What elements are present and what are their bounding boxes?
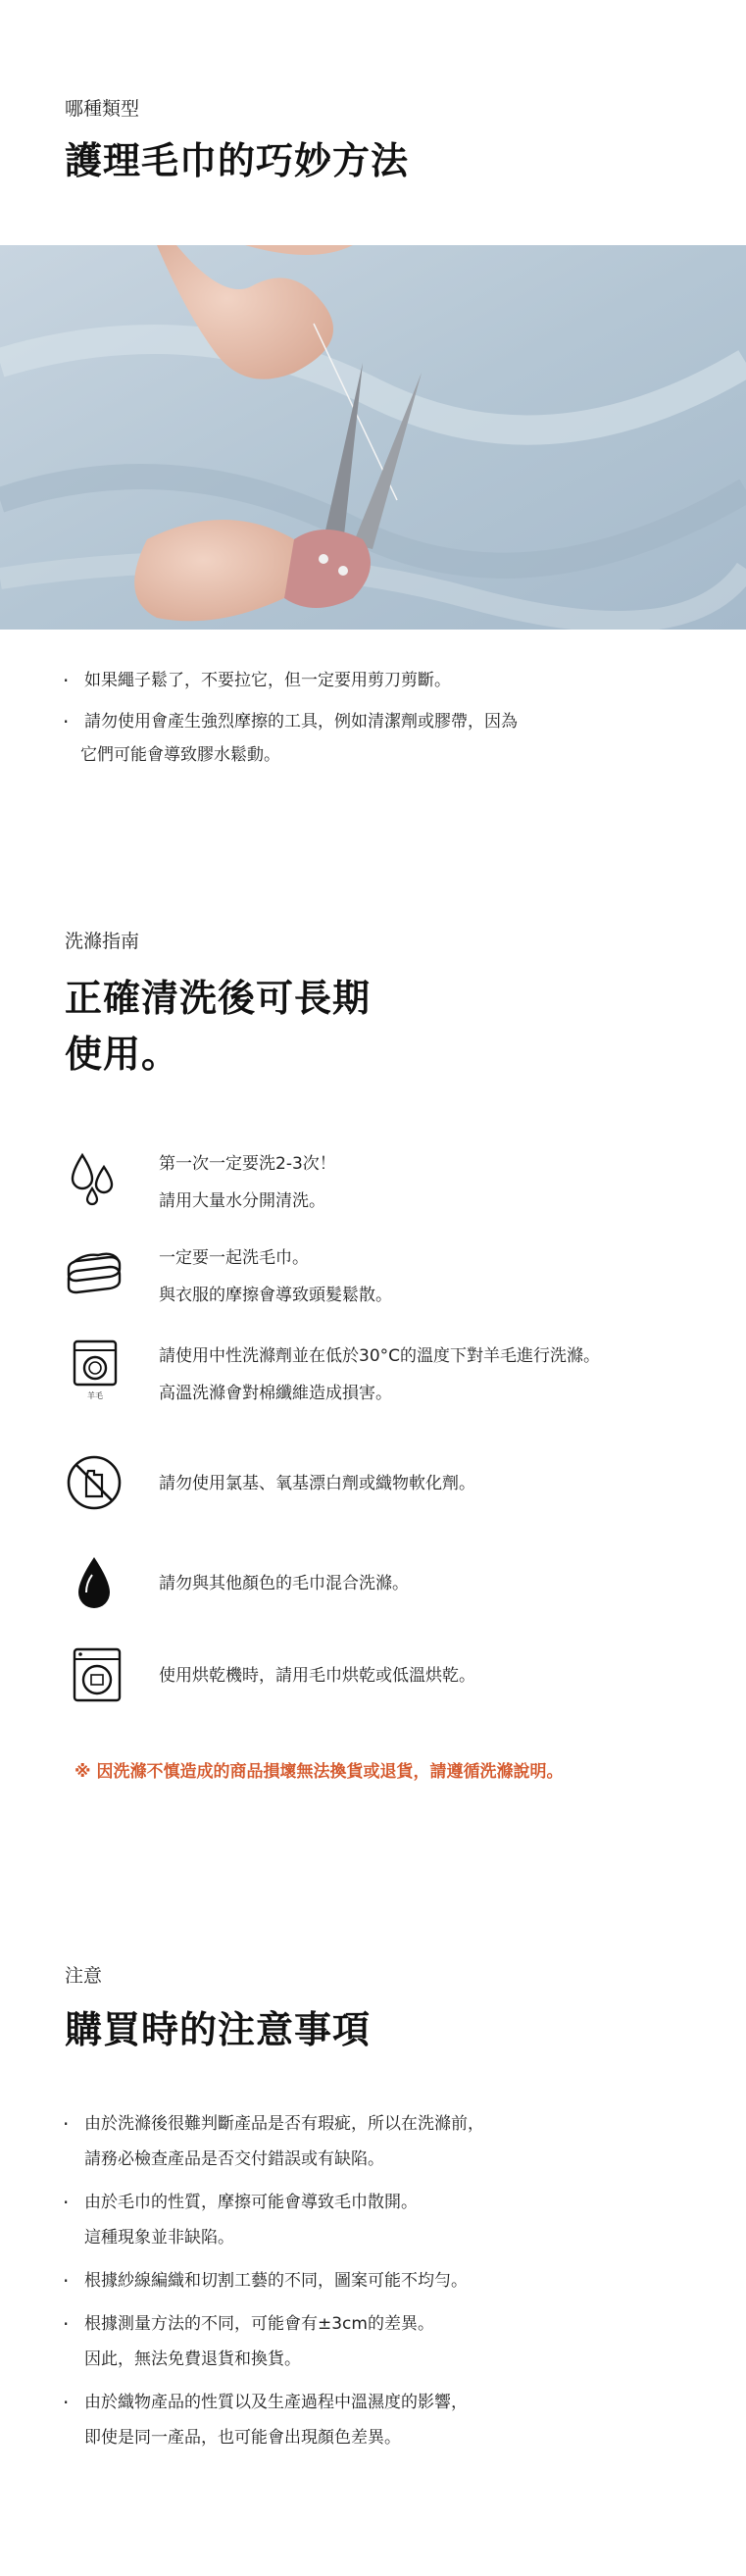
wash-item-line: 請用大量水分開清洗。 xyxy=(159,1191,325,1211)
wash-item-line: 請使用中性洗滌劑並在低於30°C的溫度下對羊毛進行洗滌。 xyxy=(159,1346,601,1366)
list-item: · 由於織物產品的性質以及生產過程中溫濕度的影響， 即使是同一產品，也可能會出現顏色差異。 xyxy=(59,2385,706,2455)
washing-machine-wool-icon xyxy=(65,1338,125,1400)
dye-drop-icon xyxy=(65,1553,125,1616)
purchase-notes-list xyxy=(59,2106,706,2463)
list-item: · 請勿使用會產生強烈摩擦的工具，例如清潔劑或膠帶，因為 xyxy=(59,704,706,739)
list-item-text: 它們可能會導致膠水鬆動。 xyxy=(80,745,280,765)
towel-photo xyxy=(0,245,746,630)
dryer-icon xyxy=(65,1645,125,1708)
section-kicker: 洗滌指南 xyxy=(65,931,140,952)
wash-item-together xyxy=(61,1239,708,1318)
list-item: · 根據紗線編織和切割工藝的不同，圖案可能不均勻。 xyxy=(59,2263,706,2298)
wool-label: 羊毛 xyxy=(87,1391,103,1400)
list-item: · 由於洗滌後很難判斷產品是否有瑕疵，所以在洗滌前， 請務必檢查產品是否交付錯誤或有缺陷。 xyxy=(59,2106,706,2177)
section-title: 護理毛巾的巧妙方法 xyxy=(65,139,410,182)
section-title: 購買時的注意事項 xyxy=(65,2008,372,2051)
list-item: · 由於毛巾的性質，摩擦可能會導致毛巾散開。 這種現象並非缺陷。 xyxy=(59,2185,706,2255)
folded-towels-icon xyxy=(65,1239,125,1302)
section-kicker: 哪種類型 xyxy=(65,98,140,120)
wash-item-line: 與衣服的摩擦會導致頭髮鬆散。 xyxy=(159,1286,392,1305)
wash-item-line: 請勿使用氯基、氧基漂白劑或織物軟化劑。 xyxy=(159,1474,475,1493)
list-item: · 根據測量方法的不同，可能會有±3cm的差異。 因此，無法免費退貨和換貨。 xyxy=(59,2306,706,2377)
wash-item-no-bleach xyxy=(61,1453,708,1532)
wash-item-line: 第一次一定要洗2-3次！ xyxy=(159,1154,336,1174)
list-item: · 如果繩子鬆了，不要拉它，但一定要用剪刀剪斷。 xyxy=(59,663,706,698)
wash-warning-note: ※ 因洗滌不慎造成的商品損壞無法換貨或退貨，請遵循洗滌說明。 xyxy=(75,1762,564,1782)
no-bleach-icon xyxy=(65,1453,125,1516)
wash-item-line: 一定要一起洗毛巾。 xyxy=(159,1248,309,1268)
wash-item-wool xyxy=(61,1338,708,1416)
section-title: 正確清洗後可長期 使用。 xyxy=(65,977,372,1076)
wash-item-dryer xyxy=(61,1645,708,1724)
list-item-continuation xyxy=(59,737,706,773)
wash-item-color xyxy=(61,1553,708,1632)
wash-item-line: 使用烘乾機時，請用毛巾烘乾或低溫烘乾。 xyxy=(159,1666,475,1686)
wash-item-first-wash xyxy=(61,1145,708,1224)
section-kicker: 注意 xyxy=(65,1965,103,1987)
water-drops-icon xyxy=(65,1145,125,1208)
care-tips-list xyxy=(59,663,706,779)
wash-item-line: 請勿與其他顏色的毛巾混合洗滌。 xyxy=(159,1574,409,1593)
wash-item-line: 高溫洗滌會對棉纖維造成損害。 xyxy=(159,1384,392,1403)
towel-scissors-image xyxy=(0,245,746,630)
